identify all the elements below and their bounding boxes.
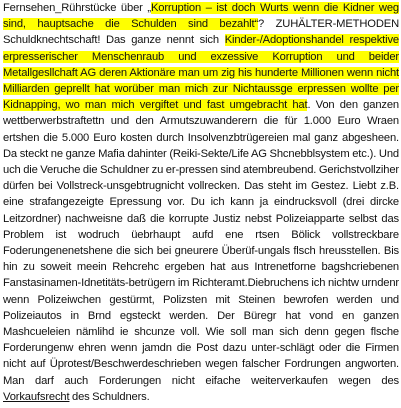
highlighted-text-run: Kinder-/Adoptionshandel respektive erpresserischer Menschenraub und exzessive Korruption und beider Metallgesllchaft AG deren Aktionäre man um zig his hunderte Millionen wenn nicht Milliarden geprellt hat worüber man mich zur Nichtaussge erpressen wollte per Kidnapping, wo man mich vergiftet und fast umgebracht hat	[3, 34, 399, 112]
body-paragraph	[3, 0, 399, 405]
underlined-text-run: Vorkaufsrecht	[3, 390, 70, 403]
text-run: des Schuldners.	[69, 390, 150, 403]
document-page	[3, 0, 399, 408]
text-run: ? ZUHÄLTER-METHODEN Schuldknechtschaft! Das ganze nennt sich	[3, 18, 399, 47]
text-run: Fernsehen_Rührstücke über „	[3, 2, 151, 14]
highlighted-text-run: Korruption – ist doch Wurts wenn die Kidner weg sind, hauptsache die Schulden sind bezahlt“	[3, 2, 399, 31]
text-run: . Von den ganzen wettberwerbstraftettn und den Armutszuwanderern die für 1.000 Euro Wraen ertshen die 5.000 Euro kosten durch Insolvenzbtrügereien mal ganz abgesheen. Da steckt ne ganze Mafia dahinter (Reiki-Sekte/Life AG Shcnebblsystem etc.). Und uch die Veruche die Schuldner zu er-pressen sind atembreubend. Gerichstvollziher dürfen bei Vollstreck-unsgebtrugnicht vollrecken. Das steht im Gestez. Liebt z.B. eine strafangezeigte Epressung vor. Du ich kann ja eindrucksvoll (drei dircke Leitzordner) nachweisne daß die korrupte Justiz nebst Polizeiapparte selbst das Problem ist wodruch üebrhaupt aufd ene rtsen Bölick vollstreckbare Foderungenenetshene die sich bei gneurere Überüf-ungals flsch hreusstellen. Bis hin zu soweit meein Rehcrehc ergeben hat aus Intrenetforne bagshcriebenen Fanstasinamen-Idnetitäts-betrügern im Richteramt.Diebruchens ich nichtw urndenr wenn Polizeiwchen gestürmt, Polizsten mit Steinen bewrofen werden und Polizeiautos in Brnd egsteckt werden. Der Büregr hat vond en ganzen Mashcueleien nämlihd ie shcunze voll. Wie soll man sich denn gegen flsche Forderungenw ehren wenn jamdn die Post dazu unter-schlägt oder die Firmen nicht auf Üprotest/Beschwerdeschrieben wegen falscher Fordrungen angworten. Man darf auch Forderungen nicht eifache weiterverkaufen wegen des	[3, 99, 399, 387]
